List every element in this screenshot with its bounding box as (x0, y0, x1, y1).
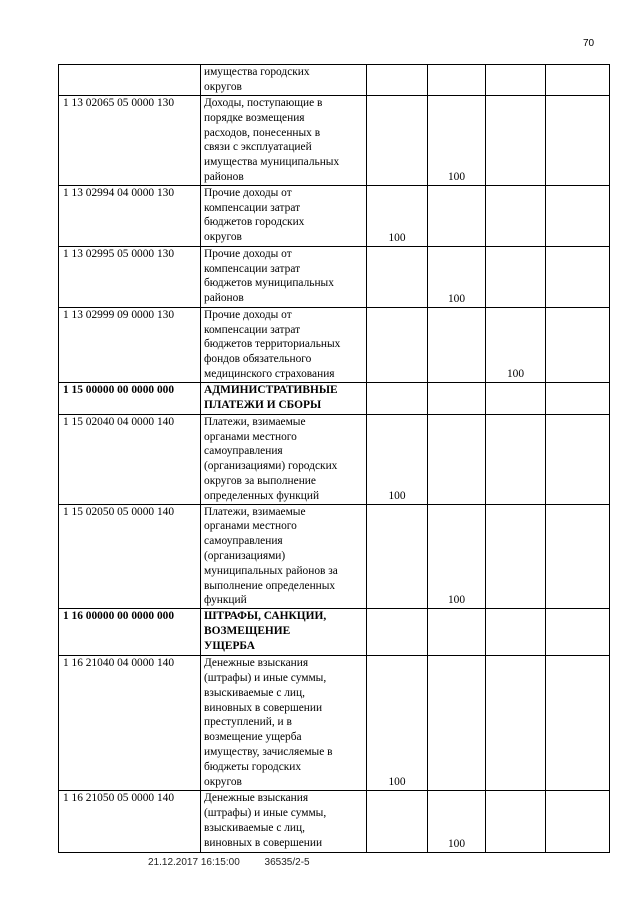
value-col3-cell (486, 382, 546, 414)
revenue-code-cell: 1 16 21040 04 0000 140 (59, 656, 201, 791)
value-col1-cell (367, 246, 428, 307)
table-body (59, 65, 610, 853)
value-col1-cell (367, 791, 428, 853)
value-col2-cell (428, 307, 486, 382)
table-row (59, 307, 610, 382)
value-col4-cell (546, 609, 610, 656)
value-col3-cell (486, 609, 546, 656)
revenue-name-cell: Прочие доходы от компенсации затрат бюджетов городских округов (201, 185, 367, 246)
value-col4-cell (546, 414, 610, 504)
value-col1-cell (367, 96, 428, 186)
value-col1-cell: 100 (367, 185, 428, 246)
value-col1-cell (367, 609, 428, 656)
value-col3-cell (486, 656, 546, 791)
revenue-name-cell: Денежные взыскания (штрафы) и иные суммы, взыскиваемые с лиц, виновных в совершении (201, 791, 367, 853)
page-footer (148, 857, 332, 868)
revenue-code-cell: 1 15 02050 05 0000 140 (59, 504, 201, 609)
revenue-code-cell (59, 65, 201, 96)
value-col1-cell: 100 (367, 656, 428, 791)
revenue-code-cell: 1 16 21050 05 0000 140 (59, 791, 201, 853)
revenue-name-cell: Платежи, взимаемые органами местного самоуправления (организациями) муниципальных районов за выполнение определенных функций (201, 504, 367, 609)
value-col4-cell (546, 185, 610, 246)
revenue-name-cell: Платежи, взимаемые органами местного самоуправления (организациями) городских округов за выполнение определенных функций (201, 414, 367, 504)
value-col4-cell (546, 382, 610, 414)
revenue-name-cell: ШТРАФЫ, САНКЦИИ, ВОЗМЕЩЕНИЕ УЩЕРБА (201, 609, 367, 656)
value-col4-cell (546, 504, 610, 609)
revenue-code-cell: 1 16 00000 00 0000 000 (59, 609, 201, 656)
value-col2-cell: 100 (428, 96, 486, 186)
revenue-name-cell: АДМИНИСТРАТИВНЫЕ ПЛАТЕЖИ И СБОРЫ (201, 382, 367, 414)
value-col2-cell: 100 (428, 246, 486, 307)
table-row (59, 609, 610, 656)
value-col2-cell (428, 382, 486, 414)
table-row (59, 185, 610, 246)
value-col4-cell (546, 791, 610, 853)
value-col3-cell (486, 791, 546, 853)
value-col3-cell (486, 414, 546, 504)
value-col1-cell (367, 504, 428, 609)
revenue-name-cell: Денежные взыскания (штрафы) и иные суммы, взыскиваемые с лиц, виновных в совершении преступлений, и в возмещение ущерба имуществу, зачисляемые в бюджеты городских округов (201, 656, 367, 791)
revenue-code-cell: 1 13 02994 04 0000 130 (59, 185, 201, 246)
table-row (59, 382, 610, 414)
revenue-code-cell: 1 13 02995 05 0000 130 (59, 246, 201, 307)
footer-datetime: 21.12.2017 16:15:00 (148, 857, 240, 868)
value-col1-cell: 100 (367, 414, 428, 504)
revenue-code-cell: 1 13 02065 05 0000 130 (59, 96, 201, 186)
value-col1-cell (367, 382, 428, 414)
footer-document-id: 36535/2-5 (264, 857, 310, 868)
value-col4-cell (546, 307, 610, 382)
revenue-code-cell: 1 15 02040 04 0000 140 (59, 414, 201, 504)
revenue-name-cell: Доходы, поступающие в порядке возмещения расходов, понесенных в связи с эксплуатацией имущества муниципальных районов (201, 96, 367, 186)
value-col3-cell (486, 246, 546, 307)
page-number: 70 (583, 38, 595, 49)
revenue-name-cell: Прочие доходы от компенсации затрат бюджетов территориальных фондов обязательного медицинского страхования (201, 307, 367, 382)
value-col4-cell (546, 656, 610, 791)
table-row (59, 414, 610, 504)
value-col3-cell (486, 65, 546, 96)
revenue-name-cell: Прочие доходы от компенсации затрат бюджетов муниципальных районов (201, 246, 367, 307)
value-col4-cell (546, 65, 610, 96)
revenue-name-cell: имущества городских округов (201, 65, 367, 96)
value-col1-cell (367, 65, 428, 96)
value-col2-cell (428, 609, 486, 656)
table-row (59, 246, 610, 307)
value-col3-cell (486, 96, 546, 186)
value-col1-cell (367, 307, 428, 382)
table-row (59, 96, 610, 186)
table-row (59, 656, 610, 791)
value-col3-cell (486, 185, 546, 246)
table-row (59, 65, 610, 96)
value-col2-cell: 100 (428, 504, 486, 609)
revenue-code-cell: 1 13 02999 09 0000 130 (59, 307, 201, 382)
value-col2-cell (428, 656, 486, 791)
table-row (59, 791, 610, 853)
value-col3-cell: 100 (486, 307, 546, 382)
value-col2-cell (428, 185, 486, 246)
value-col3-cell (486, 504, 546, 609)
value-col4-cell (546, 246, 610, 307)
budget-revenue-table (58, 64, 610, 853)
revenue-code-cell: 1 15 00000 00 0000 000 (59, 382, 201, 414)
table-row (59, 504, 610, 609)
value-col2-cell (428, 414, 486, 504)
value-col2-cell (428, 65, 486, 96)
value-col2-cell: 100 (428, 791, 486, 853)
value-col4-cell (546, 96, 610, 186)
